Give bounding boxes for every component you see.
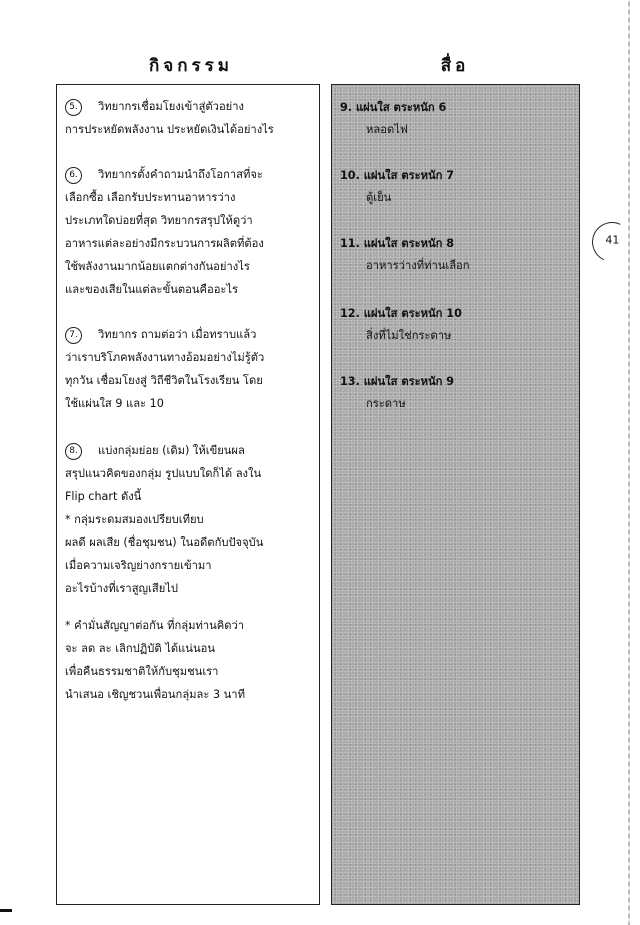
media-title: แผ่นใส ตระหนัก 10 (363, 307, 462, 320)
step-number: 6. (65, 167, 82, 184)
page-number: 41 (605, 233, 620, 247)
media-subtitle: สิ่งที่ไม่ใช่กระดาษ (366, 329, 452, 342)
step-line: ทุกวัน เชื่อมโยงสู่ วิถีชีวิตในโรงเรียน โดย (65, 374, 263, 387)
step-line: วิทยากรตั้งคำถามนำถึงโอกาสที่จะ (98, 168, 263, 181)
step-line: * กลุ่มระดมสมองเปรียบเทียบ (65, 513, 204, 526)
step-spacer (65, 600, 315, 614)
media-column-header: สื่อ (440, 56, 470, 76)
step-line: นำเสนอ เชิญชวนเพื่อนกลุ่มละ 3 นาที (65, 688, 245, 701)
step-line: สรุปแนวคิดของกลุ่ม รูปแบบใดก็ได้ ลงใน (65, 467, 262, 480)
media-item (340, 371, 576, 415)
activity-step (65, 95, 315, 141)
step-line: Flip chart ดังนี้ (65, 490, 142, 503)
step-line: ผลดี ผลเสีย (ชื่อชุมชน) ในอดีตกับปัจจุบัน (65, 536, 264, 549)
media-number: 11. (340, 237, 360, 250)
step-line: ใช้พลังงานมากน้อยแตกต่างกันอย่างไร (65, 260, 250, 273)
step-line: เมื่อความเจริญย่างกรายเข้ามา (65, 559, 212, 572)
media-subtitle: ตู้เย็น (366, 191, 392, 204)
footer-mark (0, 909, 12, 912)
activity-step (65, 439, 315, 706)
step-line: ใช้แผ่นใส 9 และ 10 (65, 397, 164, 410)
step-number: 8. (65, 443, 82, 460)
media-item (340, 303, 576, 347)
media-number: 13. (340, 375, 360, 388)
activity-column (56, 84, 320, 905)
activity-step (65, 323, 315, 415)
step-line: เพื่อคืนธรรมชาติให้กับชุมชนเรา (65, 665, 219, 678)
step-line: แบ่งกลุ่มย่อย (เดิม) ให้เขียนผล (98, 444, 245, 457)
media-subtitle: กระดาษ (366, 397, 406, 410)
media-item (340, 233, 576, 277)
media-number: 9. (340, 101, 353, 114)
media-subtitle: อาหารว่างที่ท่านเลือก (366, 259, 470, 272)
media-item (340, 97, 576, 141)
step-line: อะไรบ้างที่เราสูญเสียไป (65, 582, 178, 595)
step-line: * คำมั่นสัญญาต่อกัน ที่กลุ่มท่านคิดว่า (65, 619, 245, 632)
page-edge-dots (628, 0, 630, 925)
step-line: วิทยากร ถามต่อว่า เมื่อทราบแล้ว (98, 328, 257, 341)
activity-column-header: กิจกรรม (148, 56, 233, 76)
step-line: เลือกซื้อ เลือกรับประทานอาหารว่าง (65, 191, 236, 204)
step-line: จะ ลด ละ เลิกปฏิบัติ ได้แน่นอน (65, 642, 215, 655)
media-title: แผ่นใส ตระหนัก 7 (363, 169, 455, 182)
step-line: การประหยัดพลังงาน ประหยัดเงินได้อย่างไร (65, 123, 274, 136)
media-subtitle: หลอดไฟ (366, 123, 408, 136)
media-title: แผ่นใส ตระหนัก 9 (363, 375, 455, 388)
step-line: และของเสียในแต่ละขั้นตอนคืออะไร (65, 283, 239, 296)
step-number: 7. (65, 327, 82, 344)
step-line: อาหารแต่ละอย่างมีกระบวนการผลิตที่ต้อง (65, 237, 264, 250)
media-item (340, 165, 576, 209)
media-title: แผ่นใส ตระหนัก 8 (363, 237, 455, 250)
media-number: 12. (340, 307, 360, 320)
step-line: ประเภทใดบ่อยที่สุด วิทยากรสรุปให้ดูว่า (65, 214, 253, 227)
step-line: วิทยากรเชื่อมโยงเข้าสู่ตัวอย่าง (98, 100, 244, 113)
step-line: ว่าเราบริโภคพลังงานทางอ้อมอย่างไม่รู้ตัว (65, 351, 265, 364)
media-number: 10. (340, 169, 360, 182)
media-title: แผ่นใส ตระหนัก 6 (355, 101, 447, 114)
step-number: 5. (65, 99, 82, 116)
media-column (331, 84, 580, 905)
activity-step (65, 163, 315, 301)
